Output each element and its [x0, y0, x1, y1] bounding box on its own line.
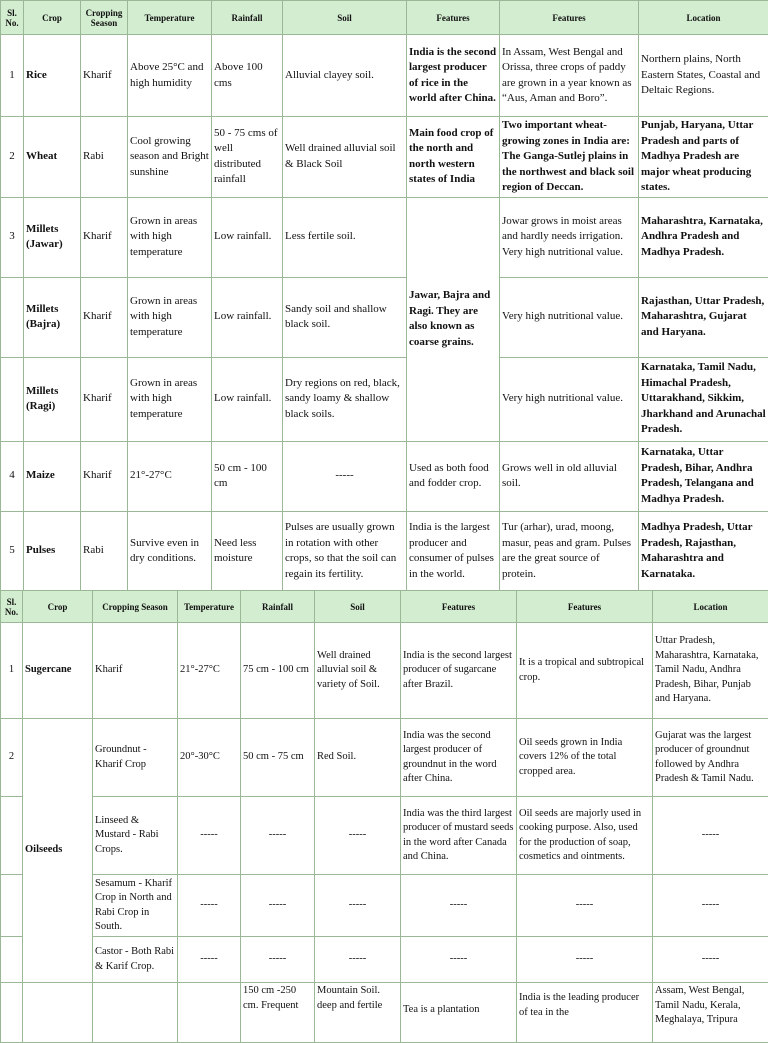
header-cropping-season: Cropping Season: [93, 591, 178, 623]
cell-features-2: Grows well in old alluvial soil.: [500, 441, 639, 511]
table-row-castor: [1, 937, 768, 983]
cell-temperature: Cool growing season and Bright sunshine: [128, 117, 212, 198]
cell-sl: 5: [1, 511, 24, 591]
cell-soil: Alluvial clayey soil.: [283, 35, 407, 117]
header-cropping-season: Cropping Season: [81, 1, 128, 35]
cell-soil: -----: [283, 441, 407, 511]
header-location: Location: [653, 591, 768, 623]
cell-location: -----: [653, 875, 768, 937]
cell-soil: Well drained alluvial soil & variety of Soil.: [315, 623, 401, 719]
header-sl-no: Sl. No.: [1, 591, 23, 623]
header-sl-no: Sl. No.: [1, 1, 24, 35]
cell-location: Uttar Pradesh, Maharashtra, Karnataka, Tamil Nadu, Andhra Pradesh, Bihar, Punjab and Haryana.: [653, 623, 768, 719]
crops-table-2: [0, 590, 768, 1043]
cell-soil: -----: [315, 797, 401, 875]
table-row-sugercane: [1, 623, 768, 719]
cell-features-2: In Assam, West Bengal and Orissa, three crops of paddy are grown in a year known as “Aus, Aman and Boro”.: [500, 35, 639, 117]
header-rainfall: Rainfall: [241, 591, 315, 623]
cell-season: Groundnut - Kharif Crop: [93, 719, 178, 797]
table-row-bajra: [1, 277, 768, 357]
cell-sl: [1, 983, 23, 1043]
cell-features-1: Main food crop of the north and north western states of India: [407, 117, 500, 198]
cell-location: -----: [653, 797, 768, 875]
cell-sl: 1: [1, 623, 23, 719]
cell-temperature: 20°-30°C: [178, 719, 241, 797]
cell-sl: 4: [1, 441, 24, 511]
cell-features-2: Very high nutritional value.: [500, 277, 639, 357]
cell-features-1: India is the second largest producer of sugarcane after Brazil.: [401, 623, 517, 719]
cell-season: Linseed & Mustard - Rabi Crops.: [93, 797, 178, 875]
cell-temperature: Grown in areas with high temperature: [128, 197, 212, 277]
header-rainfall: Rainfall: [212, 1, 283, 35]
cell-location: Gujarat was the largest producer of groundnut followed by Andhra Pradesh & Tamil Nadu.: [653, 719, 768, 797]
cell-season: [93, 983, 178, 1043]
cell-sl: 1: [1, 35, 24, 117]
header-soil: Soil: [283, 1, 407, 35]
header-temperature: Temperature: [128, 1, 212, 35]
cell-rainfall: -----: [241, 937, 315, 983]
cell-rainfall: 50 cm - 75 cm: [241, 719, 315, 797]
table-row-sesamum: [1, 875, 768, 937]
header-features-2: Features: [517, 591, 653, 623]
cell-crop: Pulses: [24, 511, 81, 591]
table-row-ragi: [1, 357, 768, 441]
cell-location: -----: [653, 937, 768, 983]
header-crop: Crop: [24, 1, 81, 35]
cell-soil: Less fertile soil.: [283, 197, 407, 277]
cell-season: Sesamum - Kharif Crop in North and Rabi Crop in South.: [93, 875, 178, 937]
cell-season: Castor - Both Rabi & Karif Crop.: [93, 937, 178, 983]
cell-sl: [1, 875, 23, 937]
cell-crop: Sugercane: [23, 623, 93, 719]
header-features-2: Features: [500, 1, 639, 35]
cell-sl: [1, 357, 24, 441]
cell-soil: Dry regions on red, black, sandy loamy & shallow black soils.: [283, 357, 407, 441]
cell-crop: Wheat: [24, 117, 81, 198]
cell-soil: Mountain Soil. deep and fertile: [315, 983, 401, 1043]
cell-rainfall: Need less moisture: [212, 511, 283, 591]
cell-soil: Well drained alluvial soil & Black Soil: [283, 117, 407, 198]
cell-soil: Sandy soil and shallow black soil.: [283, 277, 407, 357]
cell-crop-oilseeds: Oilseeds: [23, 719, 93, 983]
cell-sl: 2: [1, 117, 24, 198]
cell-sl: [1, 797, 23, 875]
cell-features-2: India is the leading producer of tea in the: [517, 983, 653, 1043]
cell-features-2: -----: [517, 875, 653, 937]
cell-features-1-millets: Jawar, Bajra and Ragi. They are also known as coarse grains.: [407, 197, 500, 441]
cell-season: Kharif: [81, 277, 128, 357]
cell-season: Kharif: [81, 197, 128, 277]
cell-crop: Millets (Ragi): [24, 357, 81, 441]
cell-features-2: Jowar grows in moist areas and hardly needs irrigation. Very high nutritional value.: [500, 197, 639, 277]
cell-features-2: Oil seeds are majorly used in cooking purpose. Also, used for the production of soap, cosmetics and ointments.: [517, 797, 653, 875]
header-features-1: Features: [407, 1, 500, 35]
table-row-rice: [1, 35, 768, 117]
table-row-jawar: [1, 197, 768, 277]
cell-features-2: -----: [517, 937, 653, 983]
cell-sl: 2: [1, 719, 23, 797]
cell-rainfall: 50 - 75 cms of well distributed rainfall: [212, 117, 283, 198]
cell-season: Rabi: [81, 511, 128, 591]
cell-soil: Pulses are usually grown in rotation with other crops, so that the soil can regain its fertility.: [283, 511, 407, 591]
cell-sl: [1, 937, 23, 983]
cell-temperature: -----: [178, 937, 241, 983]
cell-rainfall: -----: [241, 875, 315, 937]
cell-temperature: [178, 983, 241, 1043]
table-header-row: [1, 1, 768, 35]
cell-crop: Millets (Jawar): [24, 197, 81, 277]
cell-features-1: Used as both food and fodder crop.: [407, 441, 500, 511]
cell-temperature: Grown in areas with high temperature: [128, 357, 212, 441]
table-row-wheat: [1, 117, 768, 198]
cell-season: Rabi: [81, 117, 128, 198]
cell-location: Maharashtra, Karnataka, Andhra Pradesh and Madhya Pradesh.: [639, 197, 768, 277]
header-features-1: Features: [401, 591, 517, 623]
cell-features-1: -----: [401, 875, 517, 937]
cell-rainfall: 50 cm - 100 cm: [212, 441, 283, 511]
table-row-linseed: [1, 797, 768, 875]
cell-season: Kharif: [81, 35, 128, 117]
cell-features-1: India was the second largest producer of groundnut in the word after China.: [401, 719, 517, 797]
cell-features-1: India was the third largest producer of mustard seeds in the word after Canada and China.: [401, 797, 517, 875]
header-soil: Soil: [315, 591, 401, 623]
cell-location: Karnataka, Uttar Pradesh, Bihar, Andhra Pradesh, Telangana and Madhya Pradesh.: [639, 441, 768, 511]
cell-crop: Rice: [24, 35, 81, 117]
cell-features-1: India is the second largest producer of rice in the world after China.: [407, 35, 500, 117]
cell-sl: 3: [1, 197, 24, 277]
cell-features-1: Tea is a plantation: [401, 983, 517, 1043]
table-row-groundnut: [1, 719, 768, 797]
cell-soil: Red Soil.: [315, 719, 401, 797]
table-row-maize: [1, 441, 768, 511]
table-row-pulses: [1, 511, 768, 591]
cell-crop: Maize: [24, 441, 81, 511]
cell-features-2: Very high nutritional value.: [500, 357, 639, 441]
header-location: Location: [639, 1, 768, 35]
cell-features-1: -----: [401, 937, 517, 983]
header-crop: Crop: [23, 591, 93, 623]
cell-location: Northern plains, North Eastern States, Coastal and Deltaic Regions.: [639, 35, 768, 117]
cell-crop: Millets (Bajra): [24, 277, 81, 357]
cell-temperature: 21°-27°C: [178, 623, 241, 719]
cell-rainfall: 75 cm - 100 cm: [241, 623, 315, 719]
cell-features-2: Oil seeds grown in India covers 12% of the total cropped area.: [517, 719, 653, 797]
cell-soil: -----: [315, 875, 401, 937]
cell-location: Punjab, Haryana, Uttar Pradesh and parts of Madhya Pradesh are major wheat producing states.: [639, 117, 768, 198]
cell-temperature: -----: [178, 875, 241, 937]
cell-features-2: Tur (arhar), urad, moong, masur, peas and gram. Pulses are the great source of protein.: [500, 511, 639, 591]
table-row-tea: [1, 983, 768, 1043]
cell-rainfall: Low rainfall.: [212, 277, 283, 357]
cell-rainfall: Above 100 cms: [212, 35, 283, 117]
cell-rainfall: -----: [241, 797, 315, 875]
cell-features-1: India is the largest producer and consumer of pulses in the world.: [407, 511, 500, 591]
cell-season: Kharif: [81, 441, 128, 511]
cell-season: Kharif: [93, 623, 178, 719]
header-temperature: Temperature: [178, 591, 241, 623]
cell-temperature: 21°-27°C: [128, 441, 212, 511]
table-header-row: [1, 591, 768, 623]
cell-season: Kharif: [81, 357, 128, 441]
cell-sl: [1, 277, 24, 357]
cell-crop: [23, 983, 93, 1043]
cell-location: Karnataka, Tamil Nadu, Himachal Pradesh, Uttarakhand, Sikkim, Jharkhand and Arunachal Pradesh.: [639, 357, 768, 441]
cell-rainfall: 150 cm -250 cm. Frequent: [241, 983, 315, 1043]
cell-location: Rajasthan, Uttar Pradesh, Maharashtra, Gujarat and Haryana.: [639, 277, 768, 357]
cell-temperature: -----: [178, 797, 241, 875]
cell-rainfall: Low rainfall.: [212, 357, 283, 441]
cell-soil: -----: [315, 937, 401, 983]
cell-temperature: Grown in areas with high temperature: [128, 277, 212, 357]
cell-temperature: Above 25°C and high humidity: [128, 35, 212, 117]
cell-features-2: Two important wheat-growing zones in India are: The Ganga-Sutlej plains in the northwest and black soil region of Deccan.: [500, 117, 639, 198]
cell-location: Assam, West Bengal, Tamil Nadu, Kerala, Meghalaya, Tripura: [653, 983, 768, 1043]
cell-rainfall: Low rainfall.: [212, 197, 283, 277]
cell-temperature: Survive even in dry conditions.: [128, 511, 212, 591]
cell-features-2: It is a tropical and subtropical crop.: [517, 623, 653, 719]
cell-location: Madhya Pradesh, Uttar Pradesh, Rajasthan, Maharashtra and Karnataka.: [639, 511, 768, 591]
